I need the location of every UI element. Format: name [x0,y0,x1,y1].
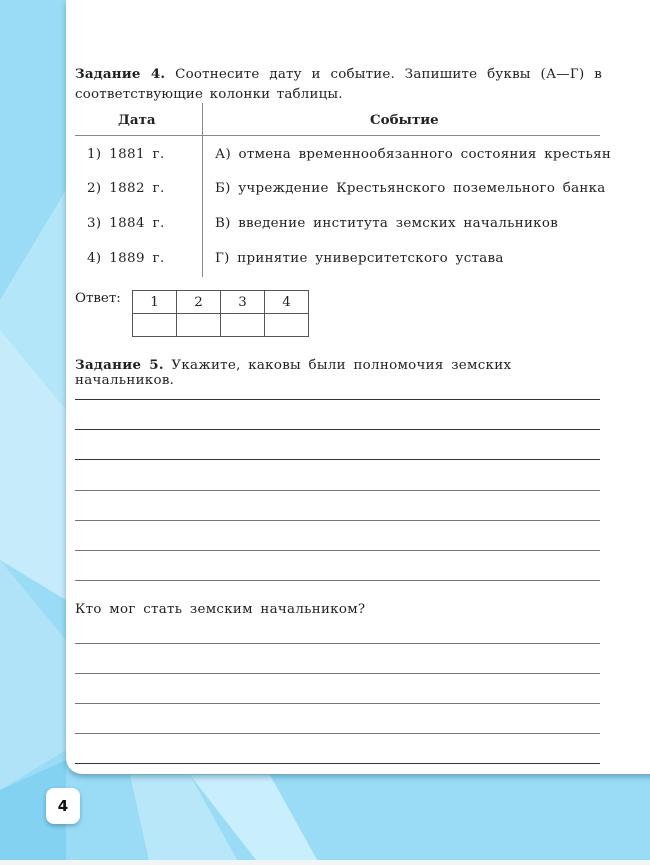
table-row-event: В) введение института земских начальников [215,216,559,231]
table-row-event: А) отмена временнообязанного состояния крестьян [215,147,612,162]
answer-line[interactable] [75,580,600,581]
answer-line[interactable] [75,459,600,460]
table-row-date: 4) 1889 г. [87,251,165,266]
answer-column-header: 1 [133,291,177,314]
answer-line[interactable] [75,703,600,704]
answer-cell-4[interactable] [265,314,309,337]
table-row-event: Г) принятие университетского устава [215,251,504,266]
answer-line[interactable] [75,643,600,644]
task4-instructions [75,64,602,105]
answer-line[interactable] [75,520,600,521]
answer-cell-3[interactable] [221,314,265,337]
table-column-divider [202,103,203,277]
table-row-event: Б) учреждение Крестьянского поземельного банка [215,181,606,196]
task5-instructions [75,357,602,388]
answer-line[interactable] [75,550,600,551]
header-event: Событие [370,112,439,128]
answer-line[interactable] [75,429,600,430]
table-row-date: 2) 1882 г. [87,181,165,196]
task4-label: Задание 4. [75,66,166,82]
answer-label: Ответ: [75,291,121,306]
header-date: Дата [118,112,156,128]
answer-line[interactable] [75,490,600,491]
answer-column-header: 4 [265,291,309,314]
answer-column-header: 2 [177,291,221,314]
task4-text: Соотнесите дату и событие. Запишите буквы (А—Г) в соответствующие колонки таблицы. [75,67,602,102]
answer-line[interactable] [75,673,600,674]
answer-cell-1[interactable] [133,314,177,337]
followup-question: Кто мог стать земским начальником? [75,602,366,617]
task5-label: Задание 5. [75,357,164,373]
task5-text: Укажите, каковы были полномочия земских начальников. [75,358,512,388]
answer-cell-2[interactable] [177,314,221,337]
table-row-date: 1) 1881 г. [87,147,165,162]
page-number-badge [46,788,80,824]
answer-line[interactable] [75,733,600,734]
answer-line[interactable] [75,399,600,400]
table-header-divider [75,135,600,136]
page-number: 4 [57,797,69,815]
answer-column-header: 3 [221,291,265,314]
answer-line[interactable] [75,763,600,764]
answer-grid [132,290,309,337]
table-row-date: 3) 1884 г. [87,216,165,231]
